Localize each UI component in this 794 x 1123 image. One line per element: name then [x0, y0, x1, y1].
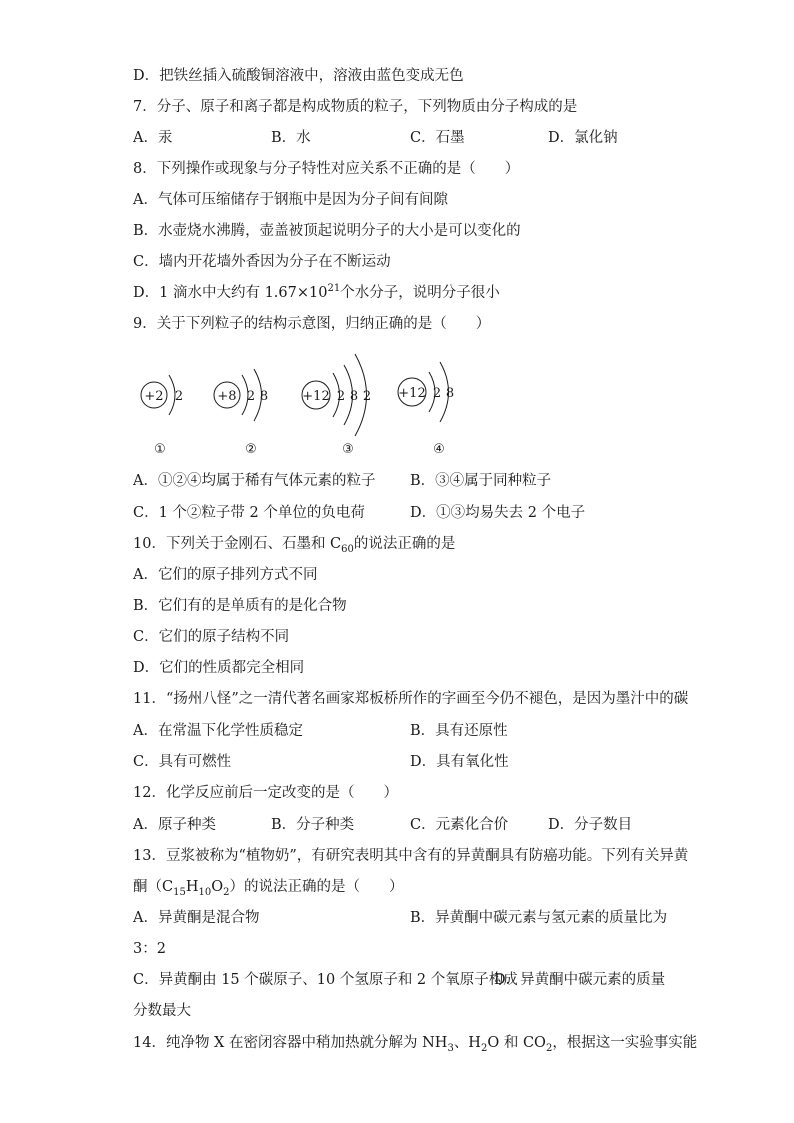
- q10-option-d: D．它们的性质都完全相同: [133, 660, 305, 676]
- particle-2-shell-1-electrons: 2: [246, 389, 256, 404]
- particle-2-shell-2-electrons: 8: [259, 389, 269, 404]
- q12-option-c: C．元素化合价: [410, 817, 509, 833]
- particle-1-nucleus-charge: +2: [144, 389, 164, 404]
- q13-option-a: A．异黄酮是混合物: [133, 910, 260, 926]
- q12-option-b: B．分子种类: [271, 817, 355, 833]
- q8-option-d: [133, 284, 500, 302]
- particle-4-shell-2-electrons: 8: [445, 386, 455, 401]
- q10-option-c: C．它们的原子结构不同: [133, 629, 290, 645]
- q13-formula-pre: 酮（C: [133, 879, 174, 895]
- q13-stem-line-1: 13．豆浆被称为“植物奶”，有研究表明其中含有的异黄酮具有防癌功能。下列有关异黄: [133, 848, 689, 864]
- q11-option-c: C．具有可燃性: [133, 754, 232, 770]
- q13-option-d: D．异黄酮中碳元素的质量: [494, 972, 666, 988]
- q9-option-d: D．①③均易失去 2 个电子: [410, 505, 586, 521]
- q10-option-b: B．它们有的是单质有的是化合物: [133, 598, 347, 614]
- q10-stem-subscript: 60: [341, 543, 354, 555]
- q11-option-a: A．在常温下化学性质稳定: [133, 723, 303, 739]
- q13-formula-o: O: [211, 879, 224, 895]
- q10-stem-post: 的说法正确的是: [353, 536, 456, 552]
- q13-stem-post: ）的说法正确的是（ ）: [229, 879, 404, 895]
- q11-option-d: D．具有氧化性: [410, 754, 509, 770]
- particle-2-nucleus-charge: +8: [217, 389, 237, 404]
- atomic-structure-diagram: [133, 340, 513, 465]
- q8-option-b: B．水壶烧水沸腾，壶盖被顶起说明分子的大小是可以变化的: [133, 223, 521, 239]
- particle-3-label: ③: [342, 442, 354, 457]
- q11-stem: 11．“扬州八怪”之一清代著名画家郑板桥所作的字画至今仍不褪色，是因为墨汁中的碳: [133, 691, 689, 707]
- q7-option-c: C．石墨: [410, 130, 465, 146]
- q13-formula-h: H: [185, 879, 199, 895]
- q8-option-a: A．气体可压缩储存于钢瓶中是因为分子间有间隙: [133, 192, 448, 208]
- q13-formula-sub-c: 15: [173, 886, 186, 898]
- particle-2-diagram: [214, 369, 268, 457]
- particle-1-diagram: [141, 375, 183, 457]
- particle-2-label: ②: [245, 442, 257, 457]
- particle-3-diagram: [302, 354, 371, 457]
- q14-sub-h2o: 2: [480, 1042, 488, 1054]
- particle-4-shell-1-electrons: 2: [432, 386, 442, 401]
- q9-option-c: C．1 个②粒子带 2 个单位的负电荷: [133, 505, 365, 521]
- q13-formula-sub-o: 2: [223, 886, 230, 898]
- q9-option-a: A．①②④均属于稀有气体元素的粒子: [133, 473, 376, 489]
- q8-option-d-post: 个水分子，说明分子很小: [340, 285, 500, 301]
- q13-option-d-continued: 分数最大: [133, 1003, 191, 1019]
- q8-stem: 8．下列操作或现象与分子特性对应关系不正确的是（ ）: [133, 161, 520, 177]
- q14-stem-post: ，根据这一实验事实能: [552, 1035, 698, 1051]
- q11-option-b: B．具有还原性: [410, 723, 508, 739]
- q14-stem-mid-1: 、H: [453, 1035, 481, 1051]
- particle-4-diagram: [398, 362, 454, 457]
- q7-option-b: B．水: [271, 130, 311, 146]
- particle-3-shell-2-electrons: 8: [349, 389, 359, 404]
- particle-4-nucleus-charge: +12: [398, 386, 426, 401]
- q10-option-a: A．它们的原子排列方式不同: [133, 567, 318, 583]
- particle-3-nucleus-charge: +12: [302, 389, 330, 404]
- q12-option-a: A．原子种类: [133, 817, 216, 833]
- q9-stem: 9．关于下列粒子的结构示意图，归纳正确的是（ ）: [133, 316, 491, 332]
- q13-option-b-continued: 3：2: [133, 941, 166, 957]
- q13-stem-line-2: [133, 878, 404, 896]
- particle-3-shell-3-electrons: 2: [362, 389, 372, 404]
- particle-3-shell-1-electrons: 2: [336, 389, 346, 404]
- q9-option-b: B．③④属于同种粒子: [410, 473, 552, 489]
- q12-option-d: D．分子数目: [548, 817, 633, 833]
- particle-1-shell-1-electrons: 2: [174, 389, 184, 404]
- q7-stem: 7．分子、原子和离子都是构成物质的粒子，下列物质由分子构成的是: [133, 99, 578, 115]
- q10-stem-pre: 10．下列关于金刚石、石墨和 C: [133, 536, 342, 552]
- q13-option-c: C．异黄酮由 15 个碳原子、10 个氢原子和 2 个氧原子构成: [133, 972, 518, 988]
- q8-option-c: C．墙内开花墙外香因为分子在不断运动: [133, 254, 391, 270]
- q7-option-a: A．汞: [133, 130, 173, 146]
- q14-stem-pre: 14．纯净物 X 在密闭容器中稍加热就分解为 NH: [133, 1035, 448, 1051]
- particle-1-label: ①: [154, 442, 166, 457]
- q8-option-d-pre: D．1 滴水中大约有 1.67×10: [133, 285, 328, 301]
- q6-option-d: D．把铁丝插入硫酸铜溶液中，溶液由蓝色变成无色: [133, 68, 464, 84]
- q8-option-d-exponent: 21: [327, 283, 341, 295]
- q10-stem: [133, 535, 455, 553]
- q13-option-b: B．异黄酮中碳元素与氢元素的质量比为: [410, 910, 668, 926]
- q12-stem: 12．化学反应前后一定改变的是（ ）: [133, 785, 398, 801]
- q14-sub-co2: 2: [545, 1042, 553, 1054]
- q14-stem: [133, 1034, 697, 1052]
- particle-4-label: ④: [433, 442, 445, 457]
- q13-formula-sub-h: 10: [198, 886, 212, 898]
- q14-stem-mid-2: O 和 CO: [487, 1035, 546, 1051]
- q14-sub-nh3: 3: [447, 1042, 454, 1054]
- q7-option-d: D．氯化钠: [548, 130, 618, 146]
